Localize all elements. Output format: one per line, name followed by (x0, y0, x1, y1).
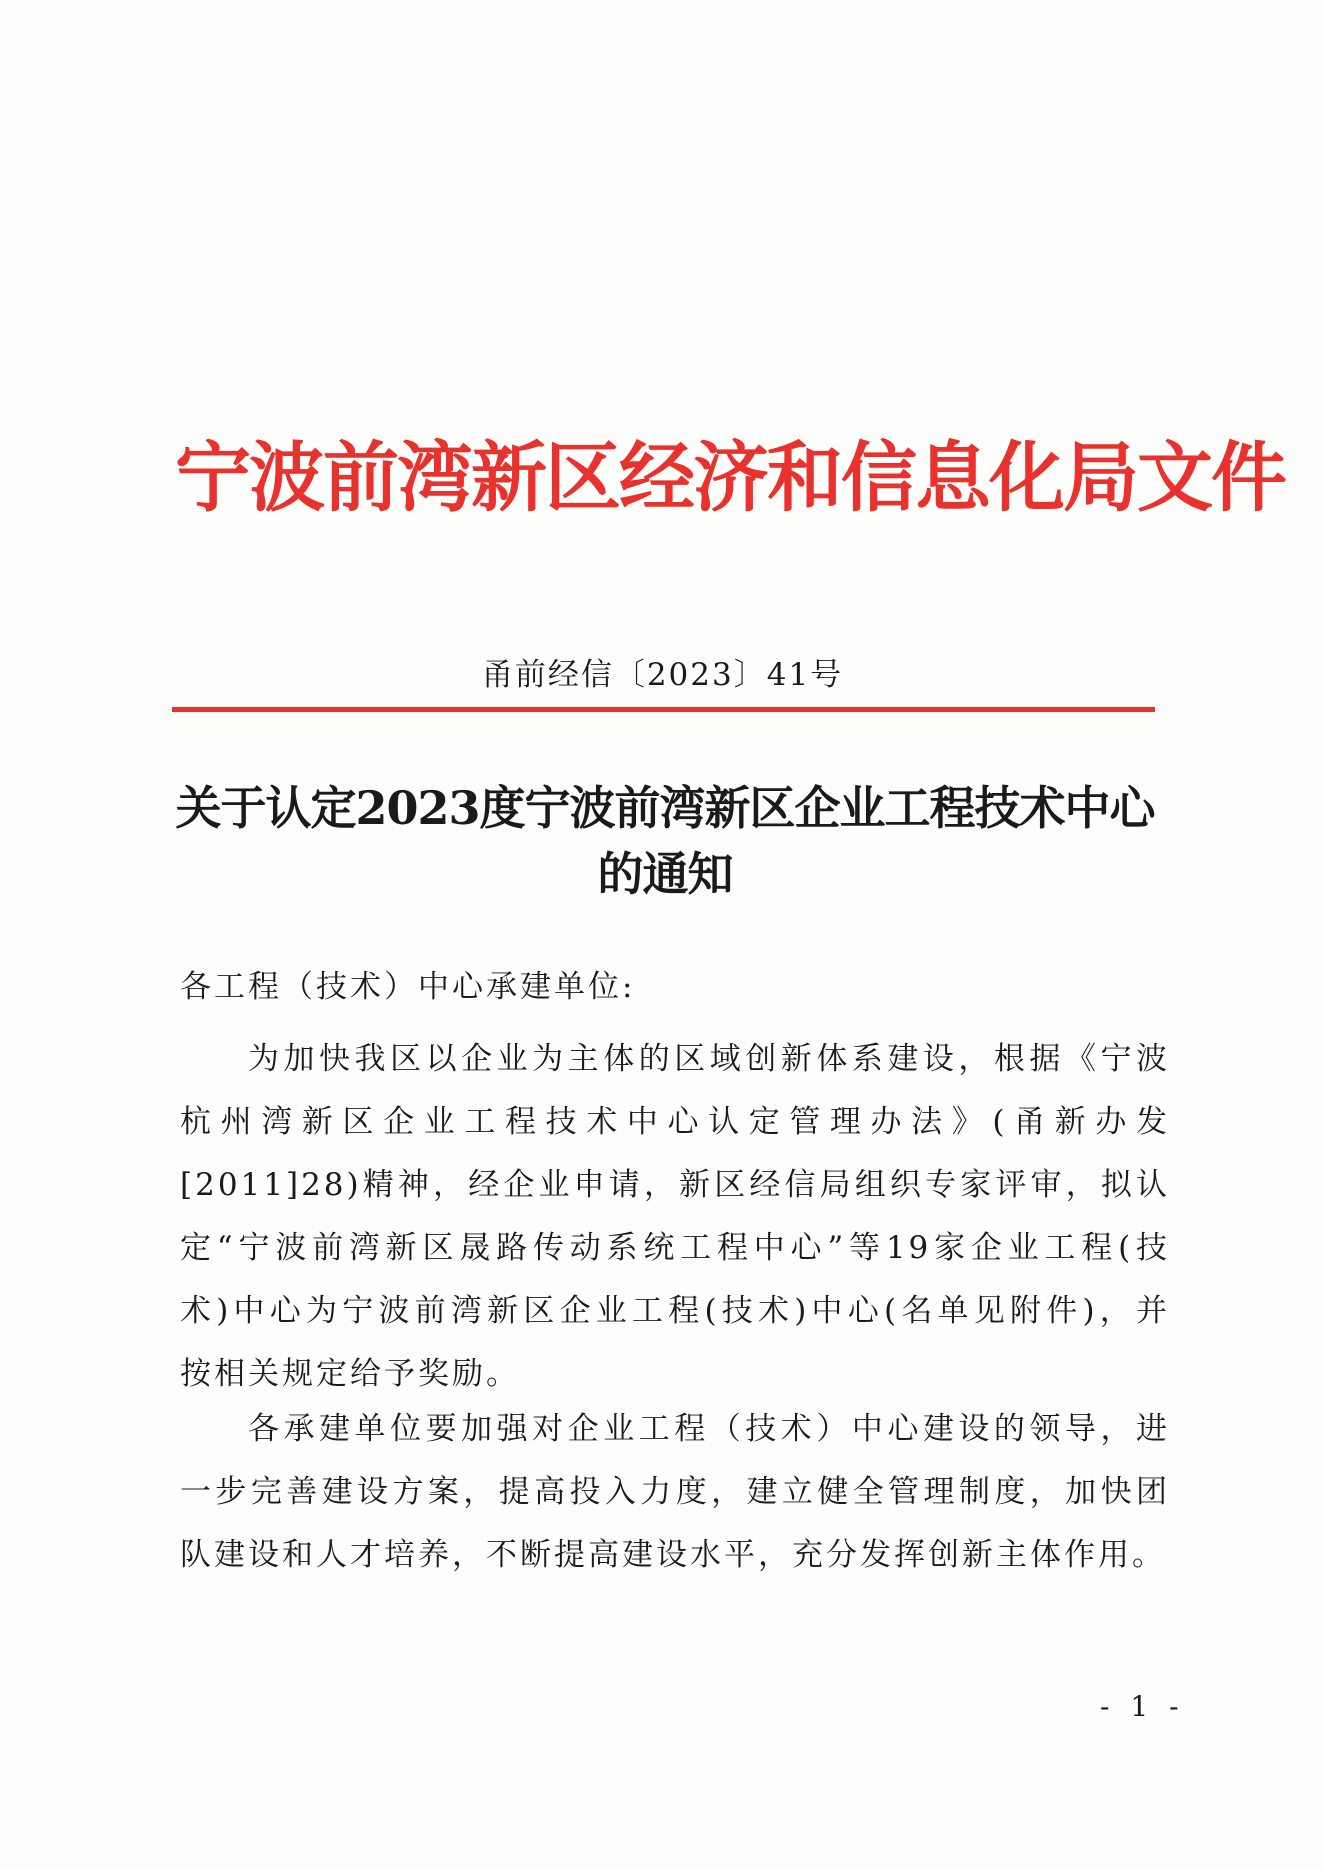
paragraph-1-line: 术)中心为宁波前湾新区企业工程(技术)中心(名单见附件)，并 (180, 1293, 1170, 1329)
red-divider-rule (172, 707, 1155, 712)
paragraph-1-line: 为加快我区以企业为主体的区域创新体系建设，根据《宁波 (248, 1041, 1170, 1077)
notice-title (160, 775, 1170, 907)
paragraph-2-line: 一步完善建设方案，提高投入力度，建立健全管理制度，加快团 (180, 1474, 1170, 1510)
masthead-title: 宁波前湾新区经济和信息化局文件 (175, 433, 1285, 522)
paragraph-1-line: [2011]28)精神，经企业申请，新区经信局组织专家评审，拟认 (180, 1167, 1170, 1203)
paragraph-2-line: 各承建单位要加强对企业工程（技术）中心建设的领导，进 (248, 1411, 1170, 1447)
salutation: 各工程（技术）中心承建单位: (180, 969, 636, 1005)
paragraph-2 (180, 1398, 1170, 1587)
paragraph-1 (180, 1028, 1170, 1406)
notice-title-line-1: 关于认定2023度宁波前湾新区企业工程技术中心 (175, 781, 1155, 835)
notice-title-line-2: 的通知 (597, 847, 733, 901)
paragraph-1-line: 按相关规定给予奖励。 (180, 1356, 520, 1392)
paragraph-1-line: 定“宁波前湾新区晟路传动系统工程中心”等19家企业工程(技 (180, 1230, 1170, 1266)
document-number: 甬前经信〔2023〕41号 (481, 657, 844, 693)
paragraph-1-line: 杭州湾新区企业工程技术中心认定管理办法》(甬新办发 (180, 1104, 1170, 1140)
paragraph-2-line: 队建设和人才培养，不断提高建设水平，充分发挥创新主体作用。 (180, 1537, 1166, 1573)
page-number: - 1 - (1100, 1690, 1185, 1723)
